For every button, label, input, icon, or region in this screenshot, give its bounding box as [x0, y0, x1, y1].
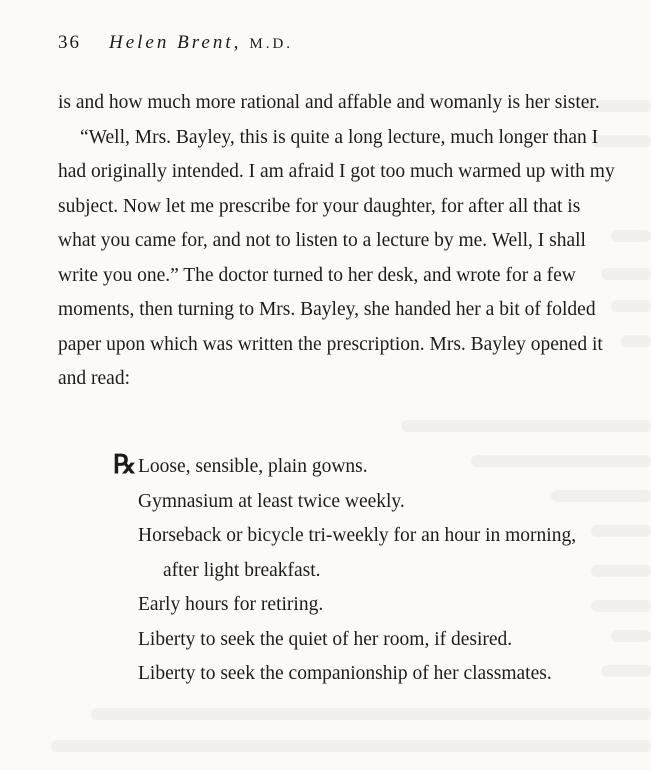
- prescription-item-text: Loose, sensible, plain gowns.: [138, 456, 368, 477]
- paragraph-doctor-speech: “Well, Mrs. Bayley, this is quite a long lecture, much longer than I had originally intended. I am afraid I got too much warmed up with my subject. Now let me prescribe for your daughter, for after all that is what you came for, and not to listen to a lecture by me. Well, I shall write you one.” The doctor turned to her desk, and wrote for a few moments, then turning to Mrs. Bayley, she handed her a bit of folded paper upon which was written the prescription. Mrs. Bayley opened it and read:: [58, 126, 615, 389]
- prescription-item-continuation: after light breakfast.: [163, 559, 321, 581]
- rx-symbol-icon: ℞: [113, 450, 137, 479]
- body-text: [58, 86, 618, 397]
- prescription-item: Horseback or bicycle tri-weekly for an hour in morning,: [138, 525, 577, 546]
- prescription-item: [58, 450, 618, 485]
- prescription-item: Liberty to seek the companionship of her classmates.: [138, 663, 552, 684]
- running-header: [58, 30, 293, 57]
- prescription-item: Early hours for retiring.: [138, 594, 324, 615]
- running-title: Helen Brent,: [109, 32, 242, 53]
- prescription-list: [58, 450, 618, 692]
- prescription-item: Liberty to seek the quiet of her room, if desired.: [138, 628, 513, 650]
- page-number: 36: [58, 32, 81, 53]
- prescription-item: Gymnasium at least twice weekly.: [138, 490, 405, 512]
- author-credential: M.D.: [249, 36, 294, 52]
- paragraph-continued: is and how much more rational and affable and womanly is her sister.: [58, 92, 600, 113]
